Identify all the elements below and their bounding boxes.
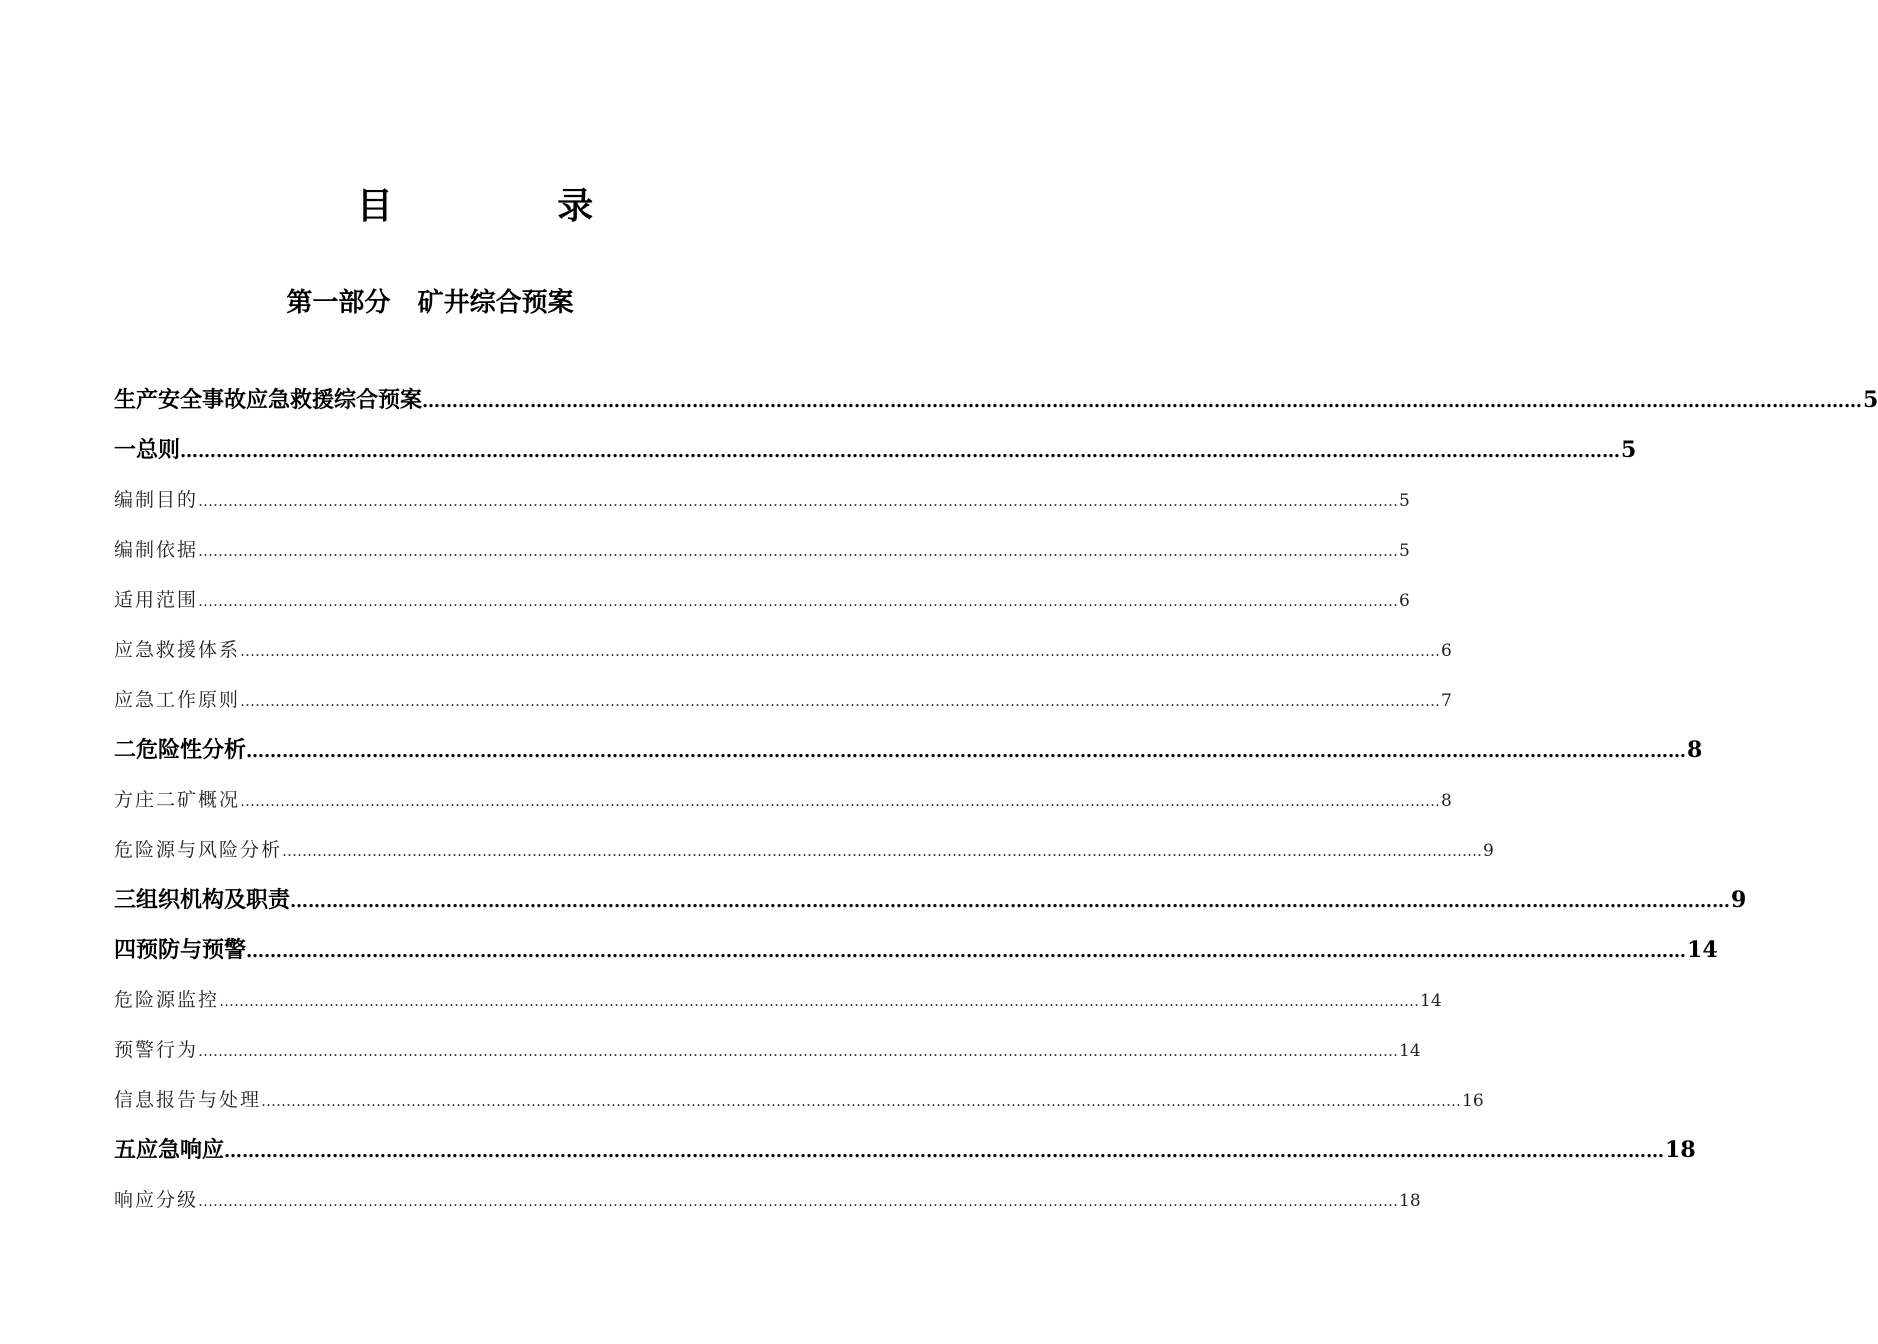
toc-entry-title: 方庄二矿概况 (114, 789, 241, 811)
toc-entry-page: 18 (1665, 1137, 1696, 1163)
toc-entry[interactable] (114, 425, 1637, 475)
toc-entry[interactable] (114, 1075, 1484, 1125)
toc-leader-dots: …………………………………………………………………………………………………………………………………………………………………………………………………………………… (261, 1092, 1462, 1110)
toc-entry-title: 编制依据 (114, 539, 199, 561)
toc-leader-dots: …………………………………………………………………………………………………………………………………………………………………………………………………………………… (198, 1192, 1399, 1210)
toc-entry-number: 二 (114, 737, 137, 763)
toc-entry-title: 应急响应 (136, 1137, 225, 1163)
toc-entry-title: 适用范围 (114, 589, 199, 611)
toc-entry-title: 预防与预警 (136, 937, 247, 963)
toc-leader-dots: …………………………………………………………………………………………………………………………………………………………………………………………………………………… (198, 1042, 1399, 1060)
toc-entry-page: 5 (1399, 491, 1410, 511)
toc-entry-title: 危险性分析 (136, 737, 247, 763)
toc-entry-page: 14 (1399, 1041, 1421, 1061)
toc-entry-number: 一 (114, 437, 137, 463)
toc-entry-number: 三 (114, 887, 137, 913)
toc-entry[interactable] (114, 1025, 1421, 1075)
toc-entry[interactable] (114, 475, 1410, 525)
toc-leader-dots: …………………………………………………………………………………………………………………………………………………………………………………………………………………… (224, 1141, 1665, 1162)
toc-entry[interactable] (114, 975, 1442, 1025)
toc-leader-dots: …………………………………………………………………………………………………………………………………………………………………………………………………………………… (246, 741, 1687, 762)
toc-leader-dots: …………………………………………………………………………………………………………………………………………………………………………………………………………………… (198, 542, 1399, 560)
toc-leader-dots: …………………………………………………………………………………………………………………………………………………………………………………………………………………… (240, 692, 1441, 710)
toc-leader-dots: …………………………………………………………………………………………………………………………………………………………………………………………………………………… (240, 642, 1441, 660)
toc-entry[interactable] (114, 925, 1718, 975)
toc-entry-page: 18 (1399, 1191, 1421, 1211)
toc-leader-dots: …………………………………………………………………………………………………………………………………………………………………………………………………………………… (290, 891, 1731, 912)
toc-entry-title: 危险源监控 (114, 989, 220, 1011)
toc-entry[interactable] (114, 675, 1452, 725)
toc-entry-title: 总则 (136, 437, 181, 463)
toc-leader-dots: …………………………………………………………………………………………………………………………………………………………………………………………………………………… (180, 441, 1621, 462)
toc-entry-page: 9 (1731, 887, 1747, 913)
toc-leader-dots: …………………………………………………………………………………………………………………………………………………………………………………………………………………… (246, 941, 1687, 962)
toc-entry-title: 信息报告与处理 (114, 1089, 262, 1111)
toc-entry[interactable] (114, 875, 1747, 925)
toc-entry-page: 6 (1399, 591, 1410, 611)
toc-entry-title: 预警行为 (114, 1039, 199, 1061)
toc-entry-title: 编制目的 (114, 489, 199, 511)
toc-entry-title: 响应分级 (114, 1189, 199, 1211)
toc-entry-title: 危险源与风险分析 (114, 839, 283, 861)
toc-entry[interactable] (114, 775, 1452, 825)
toc-entry-page: 9 (1483, 841, 1494, 861)
toc-entry-number: 四 (114, 937, 137, 963)
part-heading: 第一部分 矿井综合预案 (286, 288, 574, 318)
toc-entry[interactable] (114, 725, 1703, 775)
toc-entry-number: 五 (114, 1137, 137, 1163)
toc-leader-dots: …………………………………………………………………………………………………………………………………………………………………………………………………………………… (282, 842, 1483, 860)
toc-entry-title: 组织机构及职责 (136, 887, 291, 913)
toc-entry-page: 16 (1462, 1091, 1484, 1111)
toc-entry-page: 5 (1399, 541, 1410, 561)
toc-entry-page: 6 (1441, 641, 1452, 661)
toc-entry-title: 应急工作原则 (114, 689, 241, 711)
toc-entry-page: 5 (1621, 437, 1637, 463)
toc-entry[interactable] (114, 1175, 1421, 1225)
toc-entry-page: 8 (1687, 737, 1703, 763)
toc-entry-title: 应急救援体系 (114, 639, 241, 661)
toc-entry[interactable] (114, 1125, 1696, 1175)
table-of-contents (114, 375, 1878, 1225)
toc-entry[interactable] (114, 575, 1410, 625)
toc-entry-page: 7 (1441, 691, 1452, 711)
toc-entry[interactable] (114, 825, 1494, 875)
page-title: 目 录 (356, 185, 670, 227)
toc-entry[interactable] (114, 625, 1452, 675)
toc-leader-dots: …………………………………………………………………………………………………………………………………………………………………………………………………………………… (198, 592, 1399, 610)
toc-entry-page: 14 (1687, 937, 1718, 963)
toc-leader-dots: …………………………………………………………………………………………………………………………………………………………………………………………………………………… (240, 792, 1441, 810)
toc-entry[interactable] (114, 375, 1878, 425)
toc-entry-title: 生产安全事故应急救援综合预案 (114, 387, 423, 413)
toc-leader-dots: …………………………………………………………………………………………………………………………………………………………………………………………………………………… (219, 992, 1420, 1010)
toc-entry-page: 5 (1863, 387, 1878, 413)
toc-entry-page: 8 (1441, 791, 1452, 811)
toc-entry-page: 14 (1420, 991, 1442, 1011)
toc-entry[interactable] (114, 525, 1410, 575)
toc-leader-dots: …………………………………………………………………………………………………………………………………………………………………………………………………………………… (422, 391, 1863, 412)
toc-leader-dots: …………………………………………………………………………………………………………………………………………………………………………………………………………………… (198, 492, 1399, 510)
